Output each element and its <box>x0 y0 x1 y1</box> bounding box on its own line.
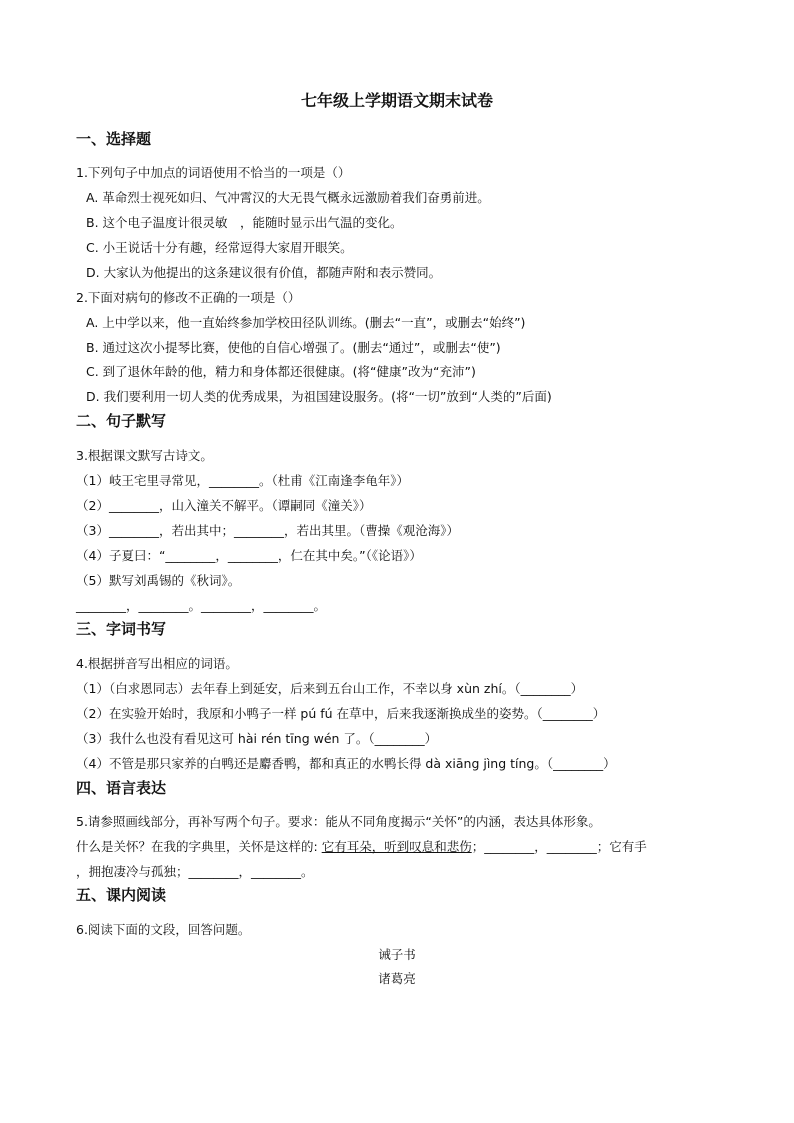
q2-option-d: D. 我们要利用一切人类的优秀成果，为祖国建设服务。(将“一切”放到“人类的”后面) <box>86 389 552 404</box>
q5-line-1-pre: 什么是关怀？在我的字典里，关怀是这样的: <box>76 839 322 854</box>
q4-line-2: （2）在实验开始时，我原和小鸭子一样 pú fú 在草中，后来我逐渐换成坐的姿势。（________） <box>76 706 606 721</box>
exam-title: 七年级上学期语文期末试卷 <box>300 91 493 110</box>
q4-line-1: （1）（白求恩同志）去年春上到延安，后来到五台山工作，不幸以身 xùn zhí。（________） <box>76 681 584 696</box>
q1-option-c: C. 小王说话十分有趣，经常逗得大家眉开眼笑。 <box>86 240 353 255</box>
q3-line-5: （5）默写刘禹锡的《秋词》。 <box>76 573 241 588</box>
q1-stem: 1.下列句子中加点的词语使用不恰当的一项是（） <box>76 165 351 180</box>
section-heading-choice: 一、选择题 <box>76 130 152 148</box>
q5-line-1 <box>76 837 647 855</box>
q4-line-4: （4）不管是那只家养的白鸭还是麝香鸭，都和真正的水鸭长得 dà xiāng jìng tíng。（________） <box>76 756 616 771</box>
q2-option-c: C. 到了退休年龄的他，精力和身体都还很健康。(将“健康”改为“充沛”) <box>86 364 476 379</box>
q5-line-1-post: ；________，________；它有手 <box>471 839 647 854</box>
section-heading-spelling: 三、字词书写 <box>76 620 167 638</box>
passage-author: 诸葛亮 <box>378 971 416 986</box>
q5-line-2: ，拥抱凄冷与孤独；________，________。 <box>76 864 314 879</box>
q2-stem: 2.下面对病句的修改不正确的一项是（） <box>76 290 301 305</box>
section-heading-expression: 四、语言表达 <box>76 779 167 797</box>
q5-example-underlined: 它有耳朵，听到叹息和悲伤 <box>321 839 472 854</box>
q3-line-2: （2）________，山入潼关不解平。（谭嗣同《潼关》） <box>76 498 372 513</box>
q1-option-d: D. 大家认为他提出的这条建议很有价值，都随声附和表示赞同。 <box>86 265 442 280</box>
q6-stem: 6.阅读下面的文段，回答问题。 <box>76 922 251 937</box>
q3-line-1: （1）岐王宅里寻常见，________。（杜甫《江南逢李龟年》） <box>76 473 409 488</box>
passage-title: 诫子书 <box>378 947 416 962</box>
q1-option-b: B. 这个电子温度计很灵敏 ，能随时显示出气温的变化。 <box>86 215 403 230</box>
q2-option-b: B. 通过这次小提琴比赛，使他的自信心增强了。(删去“通过”，或删去“使”) <box>86 340 501 355</box>
q3-line-4: （4）子夏曰：“________，________，仁在其中矣。”（《论语》） <box>76 548 422 563</box>
q3-stem: 3.根据课文默写古诗文。 <box>76 448 213 463</box>
q2-option-a: A. 上中学以来，他一直始终参加学校田径队训练。(删去“一直”，或删去“始终”) <box>86 315 526 330</box>
q5-stem: 5.请参照画线部分，再补写两个句子。要求：能从不同角度揭示“关怀”的内涵，表达具体形象。 <box>76 814 601 829</box>
q1-option-a: A. 革命烈士视死如归、气冲霄汉的大无畏气概永远激励着我们奋勇前进。 <box>86 190 490 205</box>
q4-stem: 4.根据拼音写出相应的词语。 <box>76 656 238 671</box>
section-heading-recitation: 二、句子默写 <box>76 412 167 430</box>
q3-line-3: （3）________，若出其中；________，若出其里。（曹操《观沧海》） <box>76 523 459 538</box>
q3-line-6: ________，________。________，________。 <box>76 598 327 613</box>
q4-line-3: （3）我什么也没有看见这可 hài rén tīng wén 了。（________） <box>76 731 438 746</box>
section-heading-reading: 五、课内阅读 <box>76 886 167 904</box>
